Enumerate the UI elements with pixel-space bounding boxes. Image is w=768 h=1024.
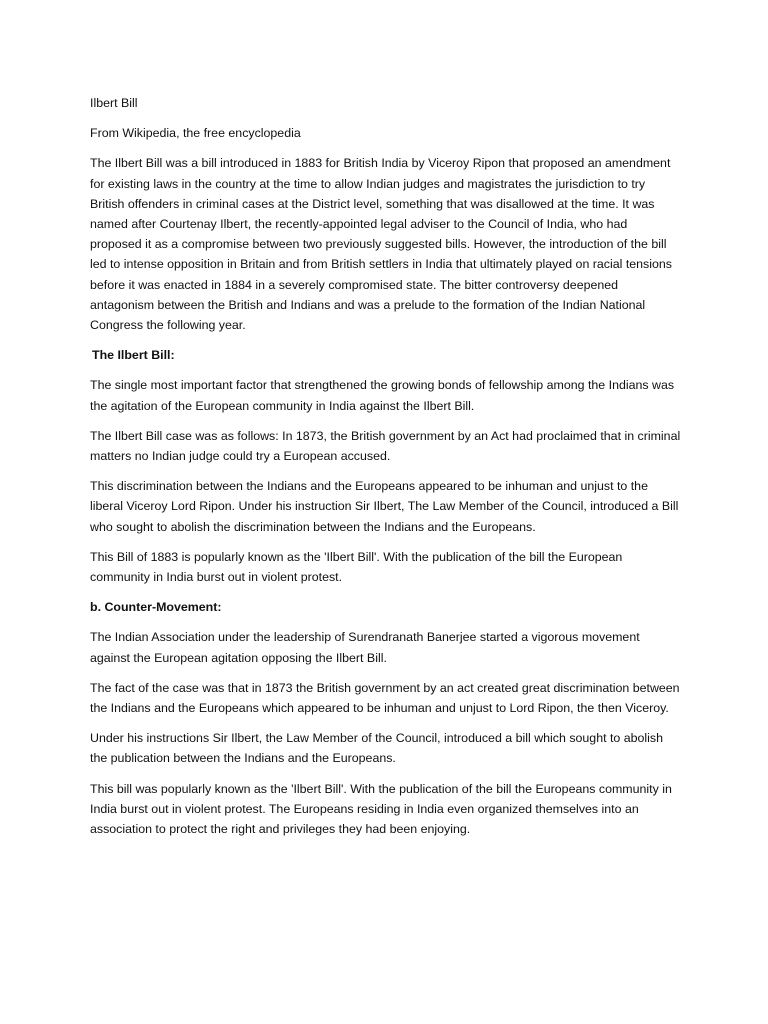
document-page [90,93,682,849]
document-title: Ilbert Bill [90,96,138,110]
section2-paragraph-4: This bill was popularly known as the 'Ilbert Bill'. With the publication of the bill the Europeans community in India burst out in violent protest. The Europeans residing in India even organized themselves into an association to protect the right and privileges they had been enjoying. [90,781,672,837]
section1-paragraph-1: The single most important factor that strengthened the growing bonds of fellowship among the Indians was the agitation of the European community in India against the Ilbert Bill. [90,378,675,413]
section1-paragraph-4: This Bill of 1883 is popularly known as the 'Ilbert Bill'. With the publication of the bill the European community in India burst out in violent protest. [90,549,623,585]
section2-paragraph-1: The Indian Association under the leadership of Surendranath Banerjee started a vigorous movement against the European agitation opposing the Ilbert Bill. [90,630,640,665]
section2-paragraph-2: The fact of the case was that in 1873 the British government by an act created great discrimination between the Indians and the Europeans which appeared to be inhuman and unjust to Lord Ripon, the then Viceroy. [90,680,680,716]
section1-paragraph-2: The Ilbert Bill case was as follows: In 1873, the British government by an Act had proclaimed that in criminal matters no Indian judge could try a European accused. [90,428,681,464]
section2-paragraph-3: Under his instructions Sir Ilbert, the Law Member of the Council, introduced a bill which sought to abolish the publication between the Indians and the Europeans. [90,731,664,766]
section1-paragraph-3: This discrimination between the Indians and the Europeans appeared to be inhuman and unjust to the liberal Viceroy Lord Ripon. Under his instruction Sir Ilbert, The Law Member of the Council, introduced a Bill who sought to abolish the discrimination between the Indians and the Europeans. [90,479,679,534]
intro-paragraph: The Ilbert Bill was a bill introduced in 1883 for British India by Viceroy Ripon that proposed an amendment for existing laws in the country at the time to allow Indian judges and magistrates the jurisdiction to try British offenders in criminal cases at the District level, something that was disallowed at the time. It was named after Courtenay Ilbert, the recently-appointed legal adviser to the Council of India, who had proposed it as a compromise between two previously suggested bills. However, the introduction of the bill led to intense opposition in Britain and from British settlers in India that ultimately played on racial tensions before it was enacted in 1884 in a severely compromised state. The bitter controversy deepened antagonism between the British and Indians and was a prelude to the formation of the Indian National Congress the following year. [90,156,672,333]
document-source: From Wikipedia, the free encyclopedia [90,126,301,141]
section-heading-ilbert-bill: The Ilbert Bill: [92,348,175,363]
section-heading-counter-movement: b. Counter-Movement: [90,600,222,615]
